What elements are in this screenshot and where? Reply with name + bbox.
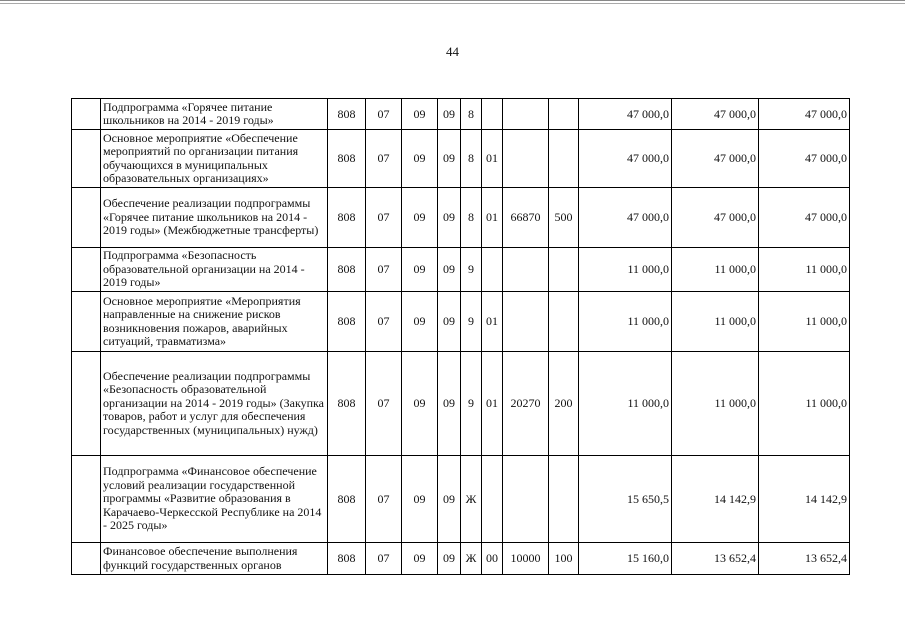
- code-cell: 9: [461, 292, 482, 352]
- blank-cell: [72, 248, 101, 292]
- code-cell: 20270: [503, 352, 549, 456]
- code-cell: 01: [482, 292, 503, 352]
- code-cell: 07: [366, 292, 402, 352]
- code-cell: 07: [366, 543, 402, 575]
- code-cell: 07: [366, 456, 402, 543]
- amount-cell: 11 000,0: [672, 352, 759, 456]
- code-cell: 808: [328, 188, 366, 248]
- amount-cell: 15 160,0: [579, 543, 672, 575]
- page-number: 44: [446, 44, 459, 59]
- amount-cell: 13 652,4: [672, 543, 759, 575]
- code-cell: 09: [438, 352, 461, 456]
- blank-cell: [72, 292, 101, 352]
- code-cell: 07: [366, 248, 402, 292]
- code-cell: 808: [328, 543, 366, 575]
- code-cell: [549, 456, 579, 543]
- amount-cell: 13 652,4: [759, 543, 850, 575]
- code-cell: [482, 456, 503, 543]
- budget-table: [71, 98, 850, 575]
- code-cell: [503, 130, 549, 188]
- code-cell: 01: [482, 188, 503, 248]
- code-cell: 09: [402, 543, 438, 575]
- table-row: [72, 130, 850, 188]
- amount-cell: 47 000,0: [759, 99, 850, 130]
- code-cell: 500: [549, 188, 579, 248]
- code-cell: 100: [549, 543, 579, 575]
- table-row: [72, 248, 850, 292]
- code-cell: [549, 130, 579, 188]
- amount-cell: 11 000,0: [759, 352, 850, 456]
- code-cell: [549, 248, 579, 292]
- amount-cell: 11 000,0: [579, 292, 672, 352]
- code-cell: 808: [328, 456, 366, 543]
- code-cell: 09: [438, 248, 461, 292]
- blank-cell: [72, 99, 101, 130]
- blank-cell: [72, 456, 101, 543]
- amount-cell: 11 000,0: [579, 352, 672, 456]
- amount-cell: 14 142,9: [672, 456, 759, 543]
- code-cell: [503, 456, 549, 543]
- amount-cell: 15 650,5: [579, 456, 672, 543]
- table-row: [72, 188, 850, 248]
- code-cell: 8: [461, 188, 482, 248]
- code-cell: 200: [549, 352, 579, 456]
- code-cell: 8: [461, 99, 482, 130]
- code-cell: 09: [402, 456, 438, 543]
- code-cell: 09: [438, 99, 461, 130]
- code-cell: 07: [366, 352, 402, 456]
- code-cell: 808: [328, 352, 366, 456]
- code-cell: 808: [328, 99, 366, 130]
- code-cell: 09: [438, 292, 461, 352]
- row-name: Основное мероприятие «Обеспечение мероприятий по организации питания обучающихся в муниципальных образовательных организациях»: [101, 130, 328, 188]
- row-name: Обеспечение реализации подпрограммы «Горячее питание школьников на 2014 - 2019 годы» (Межбюджетные трансферты): [101, 188, 328, 248]
- code-cell: [503, 99, 549, 130]
- table-row: [72, 456, 850, 543]
- row-name: Основное мероприятие «Мероприятия направленные на снижение рисков возникновения пожаров, аварийных ситуаций, травматизма»: [101, 292, 328, 352]
- code-cell: 09: [402, 130, 438, 188]
- code-cell: 09: [402, 352, 438, 456]
- code-cell: 07: [366, 130, 402, 188]
- blank-cell: [72, 188, 101, 248]
- blank-cell: [72, 130, 101, 188]
- code-cell: 07: [366, 188, 402, 248]
- amount-cell: 47 000,0: [579, 99, 672, 130]
- code-cell: 09: [402, 248, 438, 292]
- code-cell: 09: [438, 188, 461, 248]
- code-cell: 66870: [503, 188, 549, 248]
- code-cell: Ж: [461, 456, 482, 543]
- code-cell: 09: [438, 543, 461, 575]
- table-row: [72, 543, 850, 575]
- code-cell: 01: [482, 130, 503, 188]
- code-cell: 10000: [503, 543, 549, 575]
- code-cell: [482, 99, 503, 130]
- table-row: [72, 292, 850, 352]
- row-name: Финансовое обеспечение выполнения функций государственных органов: [101, 543, 328, 575]
- amount-cell: 14 142,9: [759, 456, 850, 543]
- row-name: Обеспечение реализации подпрограммы «Безопасность образовательной организации на 2014 - 2019 годы» (Закупка товаров, работ и услуг для обеспечения государственных (муниципальных) нужд): [101, 352, 328, 456]
- code-cell: 00: [482, 543, 503, 575]
- code-cell: 07: [366, 99, 402, 130]
- code-cell: 808: [328, 292, 366, 352]
- code-cell: 09: [402, 188, 438, 248]
- code-cell: [503, 248, 549, 292]
- amount-cell: 47 000,0: [759, 130, 850, 188]
- code-cell: 808: [328, 130, 366, 188]
- row-name: Подпрограмма «Финансовое обеспечение условий реализации государственной программы «Развитие образования в Карачаево-Черкесской Республике на 2014 - 2025 годы»: [101, 456, 328, 543]
- code-cell: 09: [402, 99, 438, 130]
- code-cell: [482, 248, 503, 292]
- amount-cell: 11 000,0: [672, 292, 759, 352]
- row-name: Подпрограмма «Горячее питание школьников на 2014 - 2019 годы»: [101, 99, 328, 130]
- blank-cell: [72, 543, 101, 575]
- amount-cell: 47 000,0: [672, 188, 759, 248]
- code-cell: [549, 292, 579, 352]
- code-cell: 01: [482, 352, 503, 456]
- code-cell: 8: [461, 130, 482, 188]
- code-cell: [503, 292, 549, 352]
- code-cell: 09: [438, 130, 461, 188]
- amount-cell: 11 000,0: [759, 292, 850, 352]
- code-cell: 9: [461, 352, 482, 456]
- code-cell: 9: [461, 248, 482, 292]
- code-cell: [549, 99, 579, 130]
- amount-cell: 11 000,0: [759, 248, 850, 292]
- amount-cell: 47 000,0: [759, 188, 850, 248]
- code-cell: 09: [402, 292, 438, 352]
- amount-cell: 47 000,0: [579, 130, 672, 188]
- code-cell: 808: [328, 248, 366, 292]
- top-rule: [0, 0, 905, 4]
- table-row: [72, 99, 850, 130]
- amount-cell: 47 000,0: [579, 188, 672, 248]
- row-name: Подпрограмма «Безопасность образовательной организации на 2014 - 2019 годы»: [101, 248, 328, 292]
- table-row: [72, 352, 850, 456]
- amount-cell: 47 000,0: [672, 99, 759, 130]
- code-cell: 09: [438, 456, 461, 543]
- amount-cell: 11 000,0: [579, 248, 672, 292]
- amount-cell: 47 000,0: [672, 130, 759, 188]
- code-cell: Ж: [461, 543, 482, 575]
- blank-cell: [72, 352, 101, 456]
- amount-cell: 11 000,0: [672, 248, 759, 292]
